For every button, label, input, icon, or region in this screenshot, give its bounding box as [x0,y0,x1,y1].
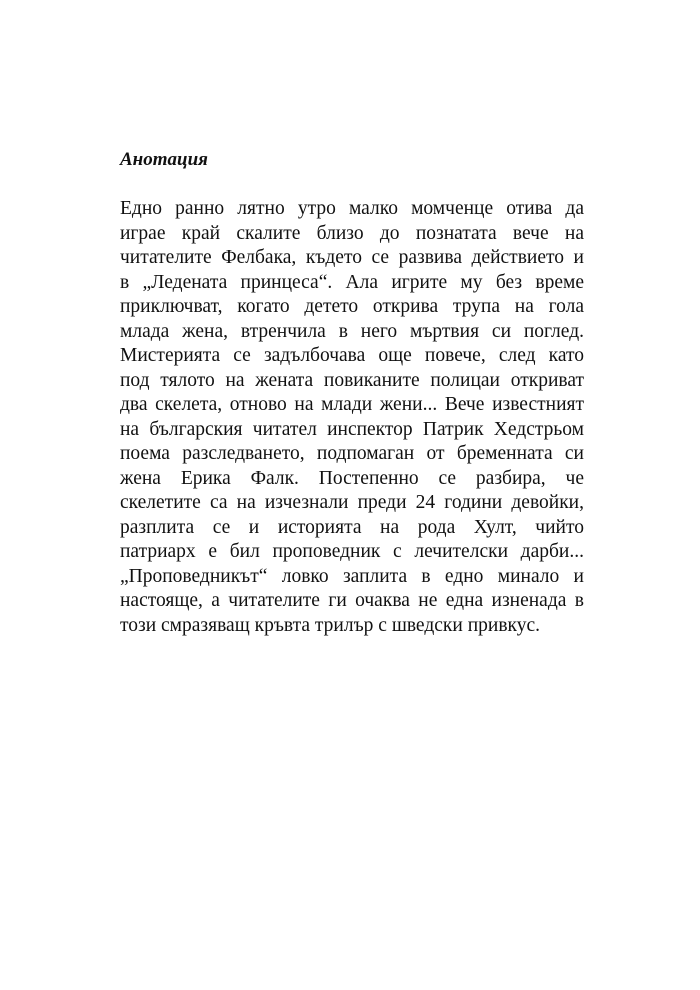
text-line: играе край скалите близо до познатата вече на [120,222,584,244]
text-line: под тялото на жената повиканите полицаи откриват [120,369,584,391]
text-line: патриарх е бил проповедник с лечителски дарби... [120,541,584,562]
text-line: поема разследването, подпомаган от бременната си [120,443,584,464]
annotation-body [120,197,584,638]
text-line: Едно ранно лятно утро малко момченце отива да [120,198,584,219]
text-line: приключват, когато детето открива трупа на гола [120,296,584,317]
text-line: млада жена, втренчила в него мъртвия си поглед. [120,320,584,342]
text-line: жена Ерика Фалк. Постепенно се разбира, че [120,467,584,489]
text-line: скелетите са на изчезнали преди 24 години девойки, [120,492,584,513]
text-line: „Проповедникът“ ловко заплита в едно минало и [120,565,584,587]
text-line: читателите Фелбака, където се развива действието и [120,247,584,268]
text-line: в „Ледената принцеса“. Ала игрите му без време [120,271,584,293]
text-line: на българския читател инспектор Патрик Хедстрьом [120,418,584,440]
text-line: този смразяващ кръвта трилър с шведски привкус. [120,614,541,636]
text-line: разплита се и историята на рода Хулт, чийто [120,516,584,538]
text-line: Мистерията се задълбочава още повече, след като [120,345,584,366]
text-line: два скелета, отново на млади жени... Вече известният [120,394,584,415]
text-line: настояще, а читателите ги очаква не една изненада в [120,590,584,611]
annotation-heading: Анотация [120,149,208,170]
